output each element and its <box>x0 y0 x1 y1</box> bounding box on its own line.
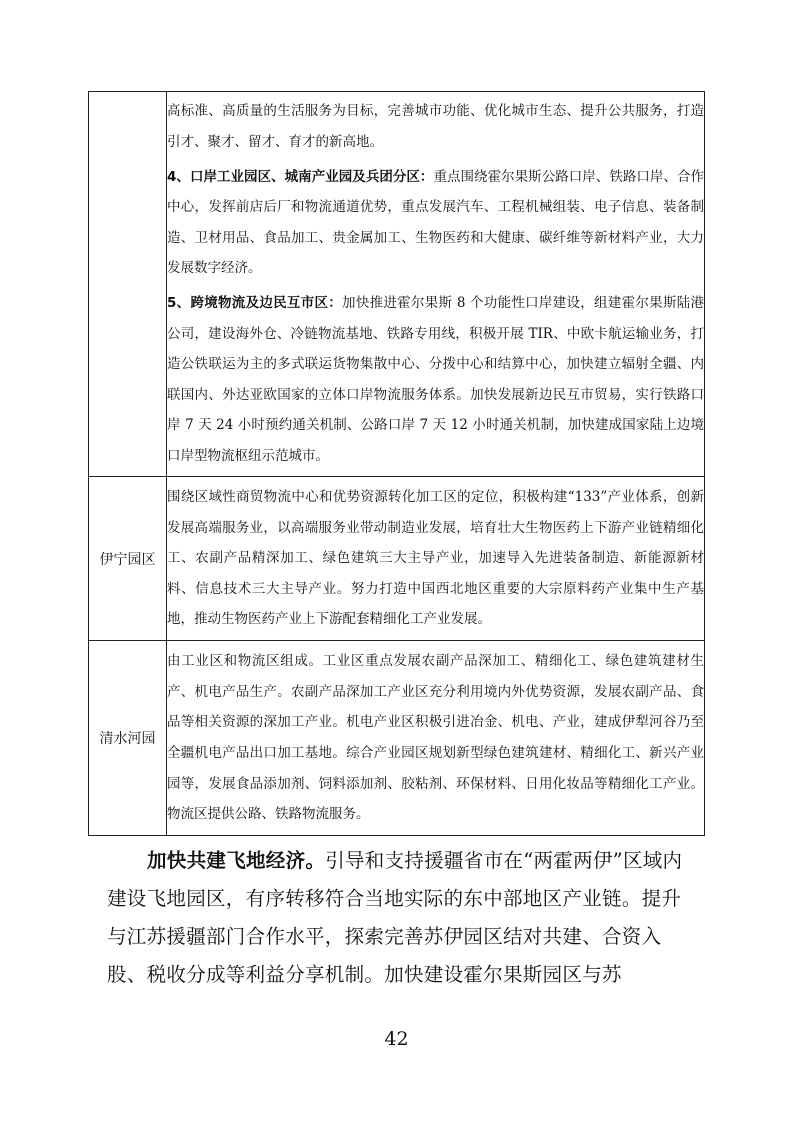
zone-name-cell: 清水河园 <box>89 641 167 836</box>
zone-name-cell: 伊宁园区 <box>89 477 167 641</box>
zone-description-cell <box>167 641 705 836</box>
zone-paragraph-heading: 5、跨境物流及边民互市区： <box>167 295 343 311</box>
table-row <box>89 92 705 477</box>
zone-paragraph-text: 围绕区域性商贸物流中心和优势资源转化加工区的定位，积极构建“133”产业体系，创新发展高端服务业，以高端服务业带动制造业发展，培育壮大生物医药上下游产业链精细化工、农副产品精深加工、绿色建筑三大主导产业，加速导入先进装备制造、新能源新材料、信息技术三大主导产业。努力打造中国西北地区重要的大宗原料药产业集中生产基地，推动生物医药产业上下游配套精细化工产业发展。 <box>167 489 704 628</box>
zone-paragraph-text: 重点围绕霍尔果斯公路口岸、铁路口岸、合作中心，发挥前店后厂和物流通道优势，重点发展汽车、工程机械组装、电子信息、装备制造、卫材用品、食品加工、贵金属加工、生物医药和大健康、碳纤维等新材料产业，大力发展数字经济。 <box>167 168 705 277</box>
zone-name-cell <box>89 92 167 477</box>
zone-paragraph <box>167 162 704 284</box>
zone-description-cell <box>167 477 705 641</box>
zone-paragraph-heading: 4、口岸工业园区、城南产业园及兵团分区： <box>167 168 434 185</box>
zone-paragraph <box>167 646 704 830</box>
zone-paragraph-text: 高标准、高质量的生活服务为目标，完善城市功能、优化城市生态、提升公共服务，打造引才、聚才、留才、育才的新高地。 <box>167 103 704 151</box>
table-row <box>89 641 705 836</box>
industrial-zone-table <box>88 91 705 836</box>
table-row <box>89 477 705 641</box>
body-paragraph <box>107 842 687 994</box>
body-paragraph-content <box>107 842 687 994</box>
zone-paragraph <box>167 288 704 472</box>
page-number: 42 <box>384 1028 409 1050</box>
body-text: 引导和支持援疆省市在“两霍两伊”区域内建设飞地园区，有序转移符合当地实际的东中部地区产业链。提升与江苏援疆部门合作水平，探索完善苏伊园区结对共建、合资入股、税收分成等利益分享机制。加快建设霍尔果斯园区与苏 <box>107 849 683 986</box>
zone-paragraph <box>167 96 704 157</box>
zone-description-cell <box>167 92 705 477</box>
zone-paragraph-text: 由工业区和物流区组成。工业区重点发展农副产品深加工、精细化工、绿色建筑建材生产、机电产品生产。农副产品深加工产业区充分利用境内外优势资源，发展农副产品、食品等相关资源的深加工产业。机电产业区积极引进冶金、机电、产业，建成伊犁河谷乃至全疆机电产品出口加工基地。综合产业园区规划新型绿色建筑建材、精细化工、新兴产业园等，发展食品添加剂、饲料添加剂、胶粘剂、环保材料、日用化妆品等精细化工产业。物流区提供公路、铁路物流服务。 <box>167 653 704 823</box>
body-lead-heading: 加快共建飞地经济。 <box>147 849 326 872</box>
zone-paragraph <box>167 482 704 635</box>
zone-paragraph-text: 加快推进霍尔果斯 8 个功能性口岸建设，组建霍尔果斯陆港公司，建设海外仓、冷链物流基地、铁路专用线，积极开展 TIR、中欧卡航运输业务，打造公铁联运为主的多式联运货物集散中心、分拨中心和结算中心，加快建立辐射全疆、内联国内、外达亚欧国家的立体口岸物流服务体系。加快发展新边民互市贸易，实行铁路口岸 7 天 24 小时预约通关机制、公路口岸 7 天 12 小时通关机制，加快建成国家陆上边境口岸型物流枢纽示范城市。 <box>167 295 704 464</box>
